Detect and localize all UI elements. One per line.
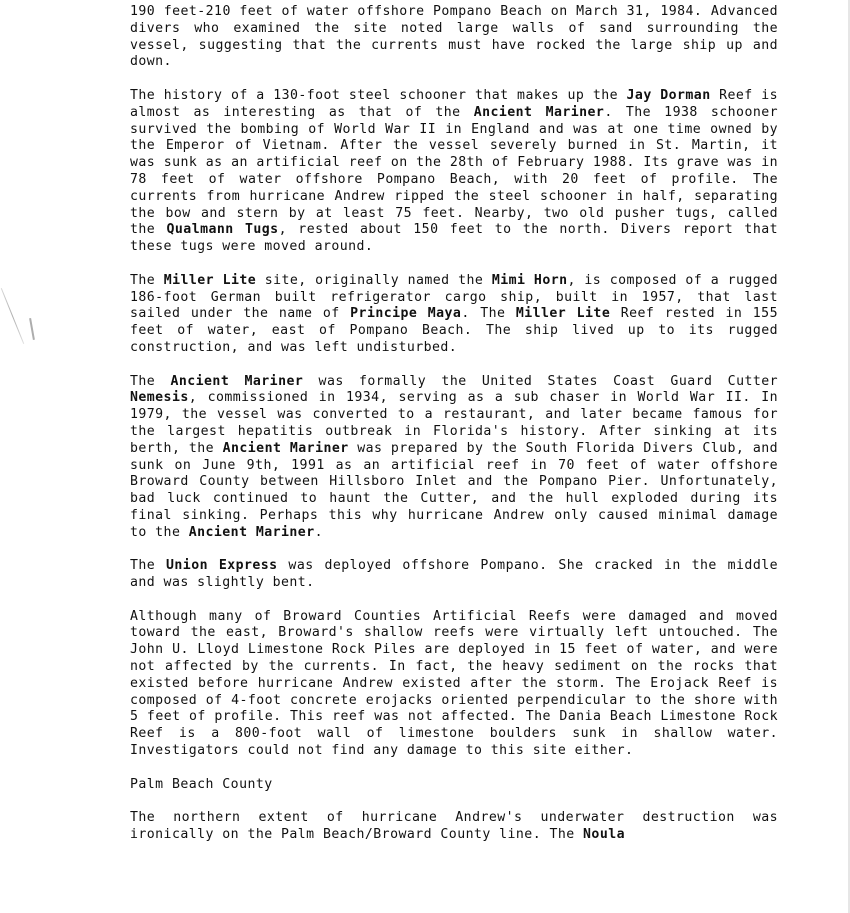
paragraph-ancient-mariner — [130, 374, 778, 542]
reef-name: Ancient Mariner — [188, 524, 315, 540]
reef-name: Qualmann Tugs — [166, 222, 279, 238]
scan-artifact — [1, 288, 24, 344]
reef-name: Nemesis — [130, 390, 189, 406]
text-run: The history of a 130-foot steel schooner that makes up the — [130, 87, 627, 103]
text-run: , is composed of a rugged 186-foot German built refrigerator cargo ship, built in 1957, that last sailed under the name of — [130, 272, 778, 322]
text-run: was formally the United States Coast Guard Cutter — [303, 373, 779, 389]
text-run: Although many of Broward Counties Artificial Reefs were damaged and moved toward the east, Broward's shallow reefs were virtually left untouched. The John U. Lloyd Limestone Rock Piles are deployed in 15 feet of water, and were not affected by the currents. In fact, the heavy sediment on the rocks that existed before hurricane Andrew existed after the storm. The Erojack Reef is composed of 4-foot concrete erojacks oriented perpendicular to the shore with 5 feet of profile. This reef was not affected. The Dania Beach Limestone Rock Reef is a 800-foot wall of limestone boulders sunk in shallow water. Investigators could not find any damage to this site either. — [130, 608, 778, 759]
reef-name: Ancient Mariner — [473, 104, 605, 120]
text-run: . The — [461, 306, 516, 322]
reef-name: Miller Lite — [163, 272, 257, 288]
paragraph-continuation — [130, 4, 778, 71]
text-run: , rested about 150 feet to the north. Divers report that these tugs were moved around. — [130, 222, 778, 255]
text-run: The northern extent of hurricane Andrew's underwater destruction was ironically on the Palm Beach/Broward County line. The — [130, 810, 778, 843]
reef-name: Ancient Mariner — [170, 373, 304, 389]
text-run: was deployed offshore Pompano. She cracked in the middle and was slightly bent. — [130, 558, 778, 591]
scan-artifact — [29, 318, 35, 340]
text-run: , commissioned in 1934, serving as a sub chaser in World War II. In 1979, the vessel was converted to a restaurant, and later became famous for the largest hepatitis outbreak in Florida's history. After sinking at its berth, the — [130, 390, 778, 456]
section-heading: Palm Beach County — [130, 776, 273, 792]
text-run: was prepared by the South Florida Divers Club, and sunk on June 9th, 1991 as an artificial reef in 70 feet of water offshore Broward County between Hillsboro Inlet and the Pompano Pier. Unfortunately, bad luck continued to haunt the Cutter, and the hull exploded during its final sinking. Perhaps this why hurricane Andrew only caused minimal damage to the — [130, 440, 778, 540]
reef-name: Jay Dorman — [626, 87, 711, 103]
text-run: Reef is almost as interesting as that of the — [130, 87, 778, 120]
reef-name: Mimi Horn — [491, 272, 568, 288]
reef-name: Noula — [583, 827, 625, 843]
paragraph-shallow-reefs — [130, 609, 778, 760]
text-run: . The 1938 schooner survived the bombing of World War II in England and was at one time owned by the Emperor of Vietnam. After the vessel severely burned in St. Martin, it was sunk as an artificial reef on the 28th of February 1988. Its grave was in 78 feet of water offshore Pompano Beach, with 20 feet of profile. The currents from hurricane Andrew ripped the steel schooner in half, separating the bow and stern by at least 75 feet. Nearby, two old pusher tugs, called the — [130, 104, 779, 238]
text-run: The — [130, 558, 167, 574]
reef-name: Principe Maya — [350, 306, 462, 322]
reef-name: Miller Lite — [515, 306, 611, 322]
document-page — [130, 4, 778, 861]
text-run: 190 feet-210 feet of water offshore Pompano Beach on March 31, 1984. Advanced divers who examined the site noted large walls of sand surrounding the vessel, suggesting that the currents must have rocked the large ship up and down. — [130, 4, 778, 70]
paragraph-miller-lite — [130, 273, 778, 357]
reef-name: Union Express — [166, 558, 278, 574]
text-run: The — [130, 272, 164, 288]
paragraph-jay-dorman — [130, 88, 778, 256]
text-run: . — [314, 524, 323, 540]
reef-name: Ancient Mariner — [222, 440, 349, 456]
paragraph-palm-beach — [130, 810, 778, 844]
text-run: Reef rested in 155 feet of water, east of Pompano Beach. The ship lived up to its rugged construction, and was left undisturbed. — [130, 306, 778, 355]
paragraph-union-express — [130, 558, 778, 592]
text-run: The — [130, 373, 171, 389]
text-run: site, originally named the — [256, 272, 492, 288]
